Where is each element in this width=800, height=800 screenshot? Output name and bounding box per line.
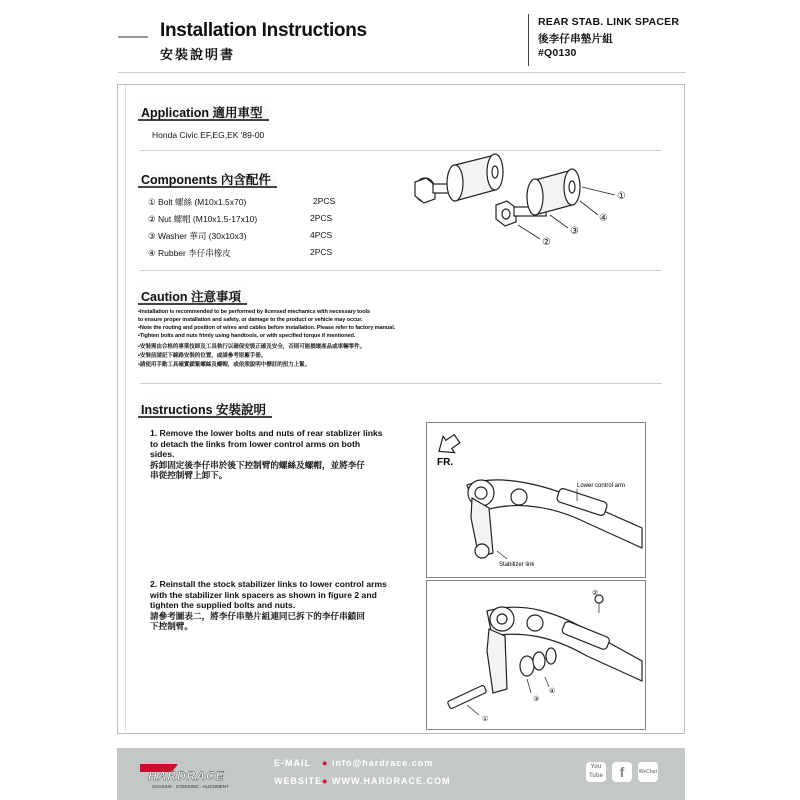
logo-tagline: CHASSIS · STEERING · ALIGNMENT (152, 784, 229, 789)
caution-line: •Installation is recommended to be performed by licensed mechanics with necessary tools (138, 309, 370, 315)
application-vehicle: Honda Civic EF,EG,EK '89-00 (152, 130, 265, 140)
direction-label: FR. (437, 457, 454, 468)
figure-label-link: Stabilizer link (499, 562, 535, 568)
part-number: #Q0130 (538, 47, 577, 59)
figure-1-drawing (427, 423, 645, 577)
caution-line: •請使用手動工具確實鎖緊螺絲及螺帽，或依照說明中標註的扭力上緊。 (138, 362, 311, 368)
fig2-callout-1: ① (482, 715, 489, 723)
instructions-heading: Instructions 安裝說明 (138, 398, 272, 418)
fig2-callout-2: ② (592, 589, 599, 597)
application-heading: Application 適用車型 (138, 101, 269, 121)
caution-line: •安裝前請記下線路安裝的位置，或請參考原廠手冊。 (138, 353, 267, 359)
step-line: with the stabilizer link spacers as shown in figure 2 and (150, 589, 377, 600)
logo-text: HARDRACE (148, 769, 225, 783)
fig2-callout-3: ③ (533, 695, 540, 703)
figure-label-arm: Lower control arm (577, 483, 626, 489)
components-heading: Components 內含配件 (138, 168, 277, 188)
caution-line: •Note the routing and position of wires and cables before installation. Please refer to factory manual. (138, 325, 396, 331)
component-item: ③ Washer 華司 (30x10x3) (148, 231, 247, 241)
caution-line: •Tighten bolts and nuts frimly using handtools, or with specified torque if mentioned. (138, 333, 356, 339)
step-line: 請參考圖表二，將李仔串墊片組連同已拆下的李仔串鎖回 (150, 610, 365, 621)
callout-2: ② (542, 237, 551, 248)
step-line: 串從控制臂上卸下。 (150, 470, 228, 480)
hardrace-logo (138, 758, 250, 790)
component-qty: 2PCS (313, 196, 336, 206)
step-line: tighten the supplied bolts and nuts. (150, 600, 296, 610)
email-label: E-MAIL (274, 758, 311, 768)
step-line: 2. Reinstall the stock stabilizer links to lower control arms (150, 579, 387, 589)
step-1-text (150, 428, 383, 481)
component-qty: 2PCS (310, 213, 333, 223)
caution-heading: Caution 注意事項 (138, 285, 247, 305)
component-item: ② Nut 螺帽 (M10x1.5-17x10) (148, 214, 258, 224)
caution-line: •安裝需由合格的專業技師及工具執行以確保安裝正確及安全，否則可能損壞產品或車輛零件。 (138, 344, 366, 350)
header-accent-line (118, 36, 148, 38)
component-item: ① Bolt 螺絲 (M10x1.5x70) (148, 197, 247, 207)
callout-1: ① (617, 191, 626, 202)
callout-4: ④ (599, 213, 608, 224)
fig2-callout-4: ④ (549, 687, 556, 695)
page-subtitle: 安裝說明書 (160, 47, 236, 62)
website-link[interactable]: WWW.HARDRACE.COM (331, 776, 451, 786)
step-line: to detach the links from lower control arms on both (150, 438, 361, 449)
header-divider (528, 14, 529, 66)
step-line: 下控制臂。 (150, 621, 193, 631)
header-rule (118, 72, 686, 73)
step-line: 拆卸固定後李仔串於後下控制臂的螺絲及螺帽，並將李仔 (150, 459, 365, 470)
caution-line: to ensure proper installation and safety, or damage to the product or vehicle may occur. (138, 317, 363, 323)
frame-inner-line (125, 86, 126, 730)
component-item: ④ Rubber 李仔串橡皮 (148, 248, 231, 258)
step-line: 1. Remove the lower bolts and nuts of rear stablizer links (150, 428, 383, 438)
footer-website: WEBSITE● WWW.HARDRACE.COM (274, 776, 451, 786)
component-qty: 2PCS (310, 247, 333, 257)
youtube-icon[interactable]: You Tube (586, 762, 606, 782)
section-rule (140, 270, 662, 271)
step-line: sides. (150, 449, 175, 459)
callout-3: ③ (570, 226, 579, 237)
wechat-icon[interactable]: WeChat (638, 762, 658, 782)
components-illustration (400, 135, 640, 255)
email-link[interactable]: info@hardrace.com (331, 758, 434, 768)
figure-2 (426, 580, 646, 730)
step-2-text (150, 579, 387, 632)
figure-1 (426, 422, 646, 578)
facebook-icon[interactable]: f (612, 762, 632, 782)
product-name-cn: 後李仔串墊片組 (538, 33, 613, 45)
figure-2-drawing (427, 581, 645, 729)
component-qty: 4PCS (310, 230, 333, 240)
page-title: Installation Instructions (160, 20, 367, 41)
product-name: REAR STAB. LINK SPACER (538, 16, 680, 28)
website-label: WEBSITE (274, 776, 323, 786)
section-rule (140, 383, 662, 384)
footer-email: E-MAIL ● info@hardrace.com (274, 758, 434, 768)
